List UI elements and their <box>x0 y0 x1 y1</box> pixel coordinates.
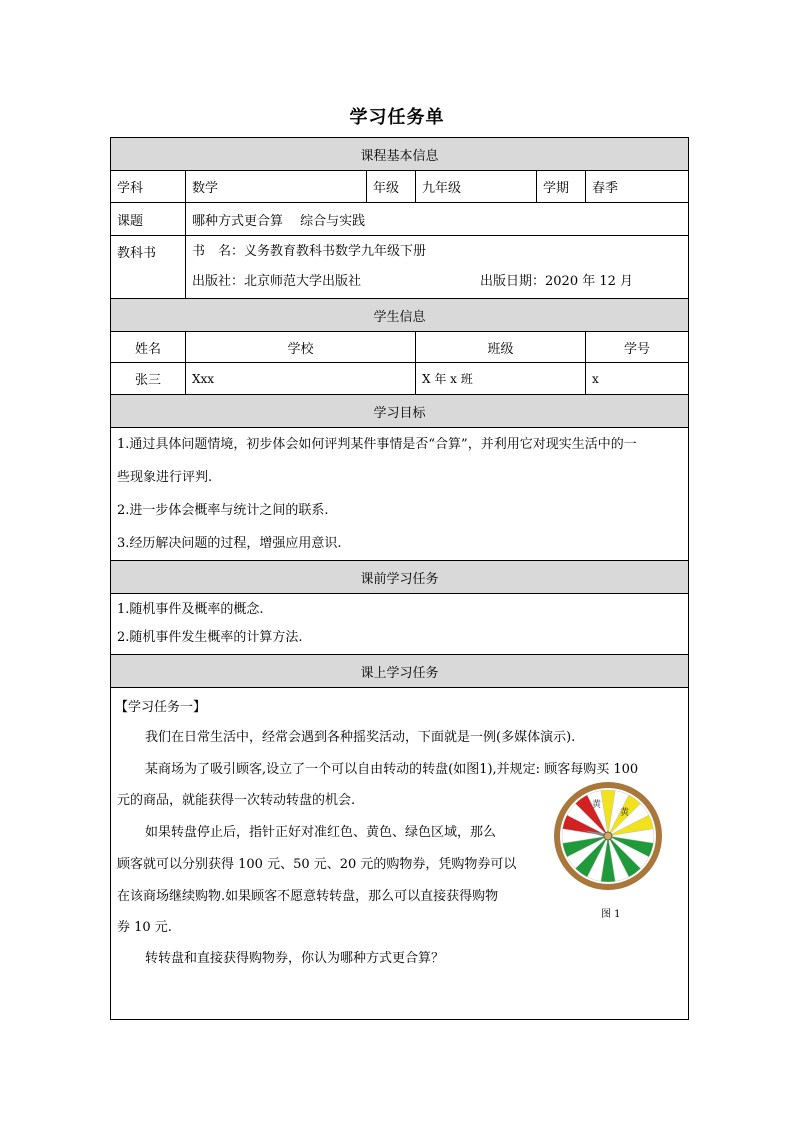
student-col-class: 班级 <box>416 332 586 363</box>
subject-value: 数学 <box>186 171 367 203</box>
pre-task-item: 1.随机事件及概率的概念. <box>117 602 264 617</box>
figure-caption: 图 1 <box>601 909 621 920</box>
wheel-label-yellow: 黄 <box>592 800 602 810</box>
paragraph: 顾客就可以分别获得 100 元、50 元、20 元的购物券，凭购物券可以 <box>117 857 517 872</box>
wheel-label-yellow: 黄 <box>620 808 630 818</box>
student-id: x <box>586 363 689 395</box>
publish-date: 出版日期：2020 年 12 月 <box>480 274 634 289</box>
pre-task-header: 课前学习任务 <box>111 561 689 594</box>
paragraph: 券 10 元. <box>117 920 172 935</box>
term-value: 春季 <box>586 171 689 203</box>
book-name: 书 名：义务教育教科书数学九年级下册 <box>192 244 427 259</box>
textbook-info <box>186 236 689 299</box>
student-col-name: 姓名 <box>111 332 186 363</box>
class-task-header: 课上学习任务 <box>111 655 689 688</box>
publisher: 出版社：北京师范大学出版社 <box>192 274 362 289</box>
student-col-school: 学校 <box>186 332 416 363</box>
textbook-label: 教科书 <box>111 236 186 299</box>
pre-task-item: 2.随机事件发生概率的计算方法. <box>117 630 303 645</box>
grade-label: 年级 <box>367 171 416 203</box>
goals-header: 学习目标 <box>111 395 689 428</box>
class-task-body <box>111 688 689 1020</box>
goal-item: 些现象进行评判. <box>117 470 213 485</box>
topic-label: 课题 <box>111 203 186 236</box>
goal-item: 3.经历解决问题的过程，增强应用意识. <box>117 536 342 551</box>
student-class: X 年 x 班 <box>416 363 586 395</box>
goal-item: 1.通过具体问题情境，初步体会如何评判某件事情是否“合算”，并利用它对现实生活中的一 <box>117 437 637 452</box>
student-school: Xxx <box>186 363 416 395</box>
paragraph: 在该商场继续购物.如果顾客不愿意转转盘，那么可以直接获得购物 <box>117 889 499 904</box>
paragraph: 元的商品，就能获得一次转动转盘的机会. <box>117 793 356 808</box>
prize-wheel-figure <box>552 780 664 892</box>
goals-list <box>111 428 689 561</box>
course-info-header: 课程基本信息 <box>111 138 689 171</box>
pre-task-list <box>111 594 689 655</box>
task-title: 【学习任务一】 <box>115 700 207 715</box>
paragraph: 如果转盘停止后，指针正好对准红色、黄色、绿色区域，那么 <box>145 825 497 840</box>
paragraph: 转转盘和直接获得购物券，你认为哪种方式更合算？ <box>145 951 445 966</box>
student-col-id: 学号 <box>586 332 689 363</box>
paragraph: 我们在日常生活中，经常会遇到各种摇奖活动，下面就是一例(多媒体演示). <box>145 730 576 745</box>
paragraph: 某商场为了吸引顾客,设立了一个可以自由转动的转盘(如图1),并规定: 顾客每购买 100 <box>145 762 639 777</box>
document-title: 学习任务单 <box>349 107 445 128</box>
goal-item: 2.进一步体会概率与统计之间的联系. <box>117 503 329 518</box>
learning-task-table <box>110 137 689 1020</box>
grade-value: 九年级 <box>416 171 537 203</box>
student-name: 张三 <box>111 363 186 395</box>
wheel-hub <box>604 832 612 840</box>
topic-value: 哪种方式更合算 综合与实践 <box>186 203 689 236</box>
subject-label: 学科 <box>111 171 186 203</box>
student-info-header: 学生信息 <box>111 299 689 332</box>
term-label: 学期 <box>537 171 586 203</box>
